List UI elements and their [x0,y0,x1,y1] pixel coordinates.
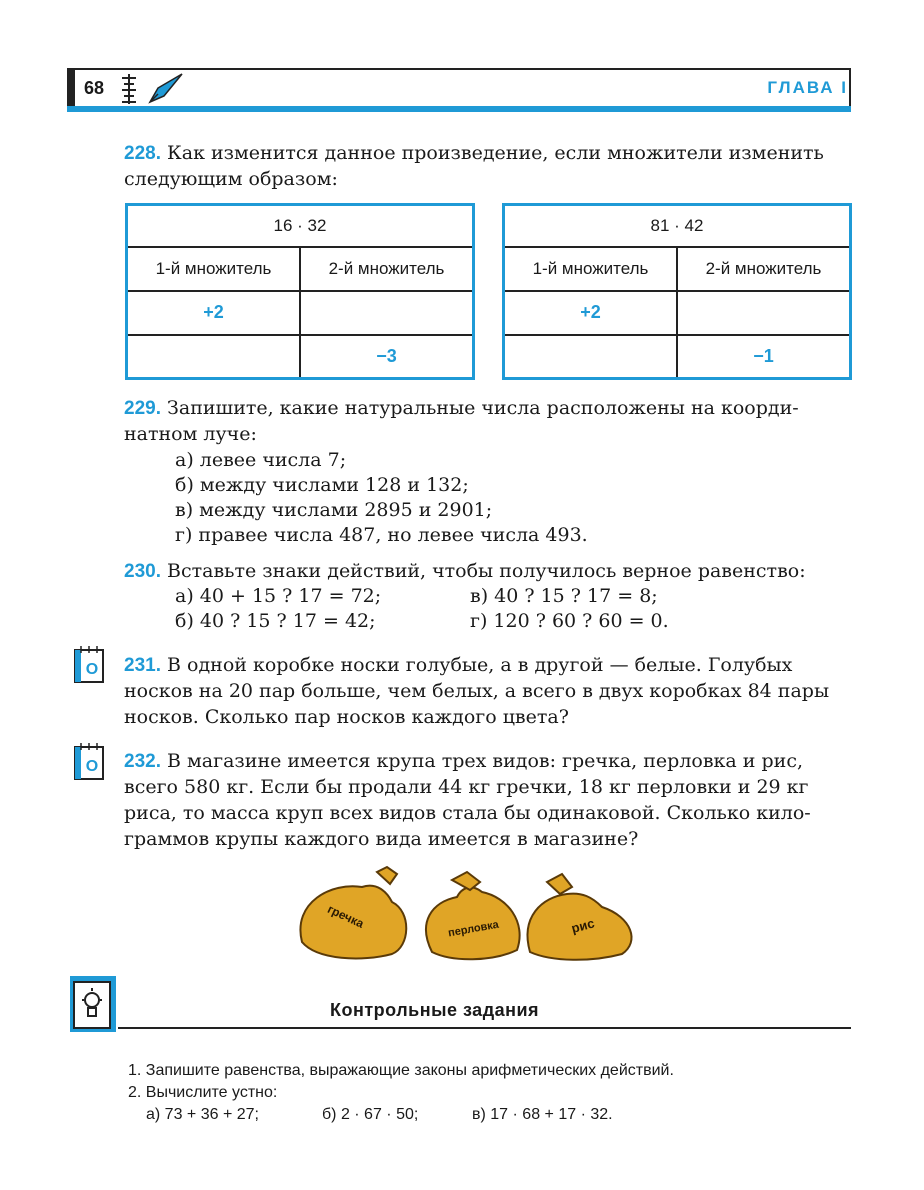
problem-number: 228. [124,143,161,164]
ruler-icon [118,72,140,106]
column-header: 1-й множитель [127,247,301,291]
control-task-2: 2. Вычислите устно: [128,1084,278,1101]
table-title: 81 · 42 [504,205,851,247]
problem-229-line1 [124,395,799,422]
bag-barley [426,872,520,959]
problem-231-line3: носков. Сколько пар носков каждого цвета? [124,706,569,728]
problem-232-line2: всего 580 кг. Если бы продали 44 кг гречки, 18 кг перловки и 29 кг [124,776,809,798]
bag-buckwheat [300,867,406,958]
control-task-2b: б) 2 · 67 · 50; [322,1106,419,1123]
problem-228-line1 [124,140,824,167]
control-task-2c: в) 17 · 68 + 17 · 32. [472,1106,613,1123]
problem-230-line1 [124,558,806,585]
problem-number: 232. [124,751,161,772]
grain-bags-illustration [292,862,642,962]
control-task-2a: а) 73 + 36 + 27; [146,1106,259,1123]
table-cell: −3 [300,335,474,379]
problem-number: 230. [124,561,161,582]
icon-letter: O [85,758,99,775]
problem-228-line2: следующим образом: [124,168,338,190]
control-tasks-title: Контрольные задания [330,1000,540,1020]
table-cell [127,335,301,379]
table-81x42 [502,203,852,380]
problem-text: В магазине имеется крупа трех видов: гречка, перловка и рис, [167,750,803,772]
control-task-1: 1. Запишите равенства, выражающие законы арифметических действий. [128,1062,674,1079]
problem-230-d: г) 120 ? 60 ? 60 = 0. [470,610,669,632]
table-cell [300,291,474,335]
problem-text: Запишите, какие натуральные числа расположены на коорди- [167,397,799,419]
problem-229-b: б) между числами 128 и 132; [175,474,469,496]
bag-label: перловка [447,918,500,940]
problem-text: Как изменится данное произведение, если множители изменить [167,142,824,164]
bag-rice [528,874,632,960]
problem-231-line2: носков на 20 пар больше, чем белых, а всего в двух коробках 84 пары [124,680,830,702]
table-cell: +2 [127,291,301,335]
problem-229-d: г) правее числа 487, но левее числа 493. [175,524,588,546]
problem-232-line1 [124,748,803,775]
table-cell [677,291,851,335]
bag-label: гречка [325,901,367,931]
lightbulb-notepad-icon [70,976,116,1032]
problem-text: В одной коробке носки голубые, а в другой — белые. Голубых [167,654,793,676]
column-header: 1-й множитель [504,247,678,291]
column-header: 2-й множитель [300,247,474,291]
header-accent-line [67,106,851,112]
problem-232-line4: граммов крупы каждого вида имеется в магазине? [124,828,639,850]
problem-229-line2: натном луче: [124,423,257,445]
problem-number: 229. [124,398,161,419]
divider [118,1027,851,1029]
chapter-title: ГЛАВА I [767,78,848,97]
bag-label: рис [569,915,596,936]
table-16x32 [125,203,475,380]
problem-230-a: а) 40 + 15 ? 17 = 72; [175,585,382,607]
table-cell: +2 [504,291,678,335]
column-header: 2-й множитель [677,247,851,291]
problem-229-a: а) левее числа 7; [175,449,347,471]
olympiad-notepad-icon [72,644,106,684]
olympiad-notepad-icon [72,741,106,781]
pencil-icon [146,70,186,106]
table-cell [504,335,678,379]
table-title: 16 · 32 [127,205,474,247]
problem-230-c: в) 40 ? 15 ? 17 = 8; [470,585,658,607]
problem-231-line1 [124,652,792,679]
problem-text: Вставьте знаки действий, чтобы получилось верное равенство: [167,560,806,582]
page-number: 68 [84,78,105,98]
problem-232-line3: риса, то масса круп всех видов стала бы одинаковой. Сколько кило- [124,802,811,824]
table-cell: −1 [677,335,851,379]
problem-230-b: б) 40 ? 15 ? 17 = 42; [175,610,376,632]
problem-229-c: в) между числами 2895 и 2901; [175,499,493,521]
problem-number: 231. [124,655,161,676]
icon-letter: O [85,661,99,678]
